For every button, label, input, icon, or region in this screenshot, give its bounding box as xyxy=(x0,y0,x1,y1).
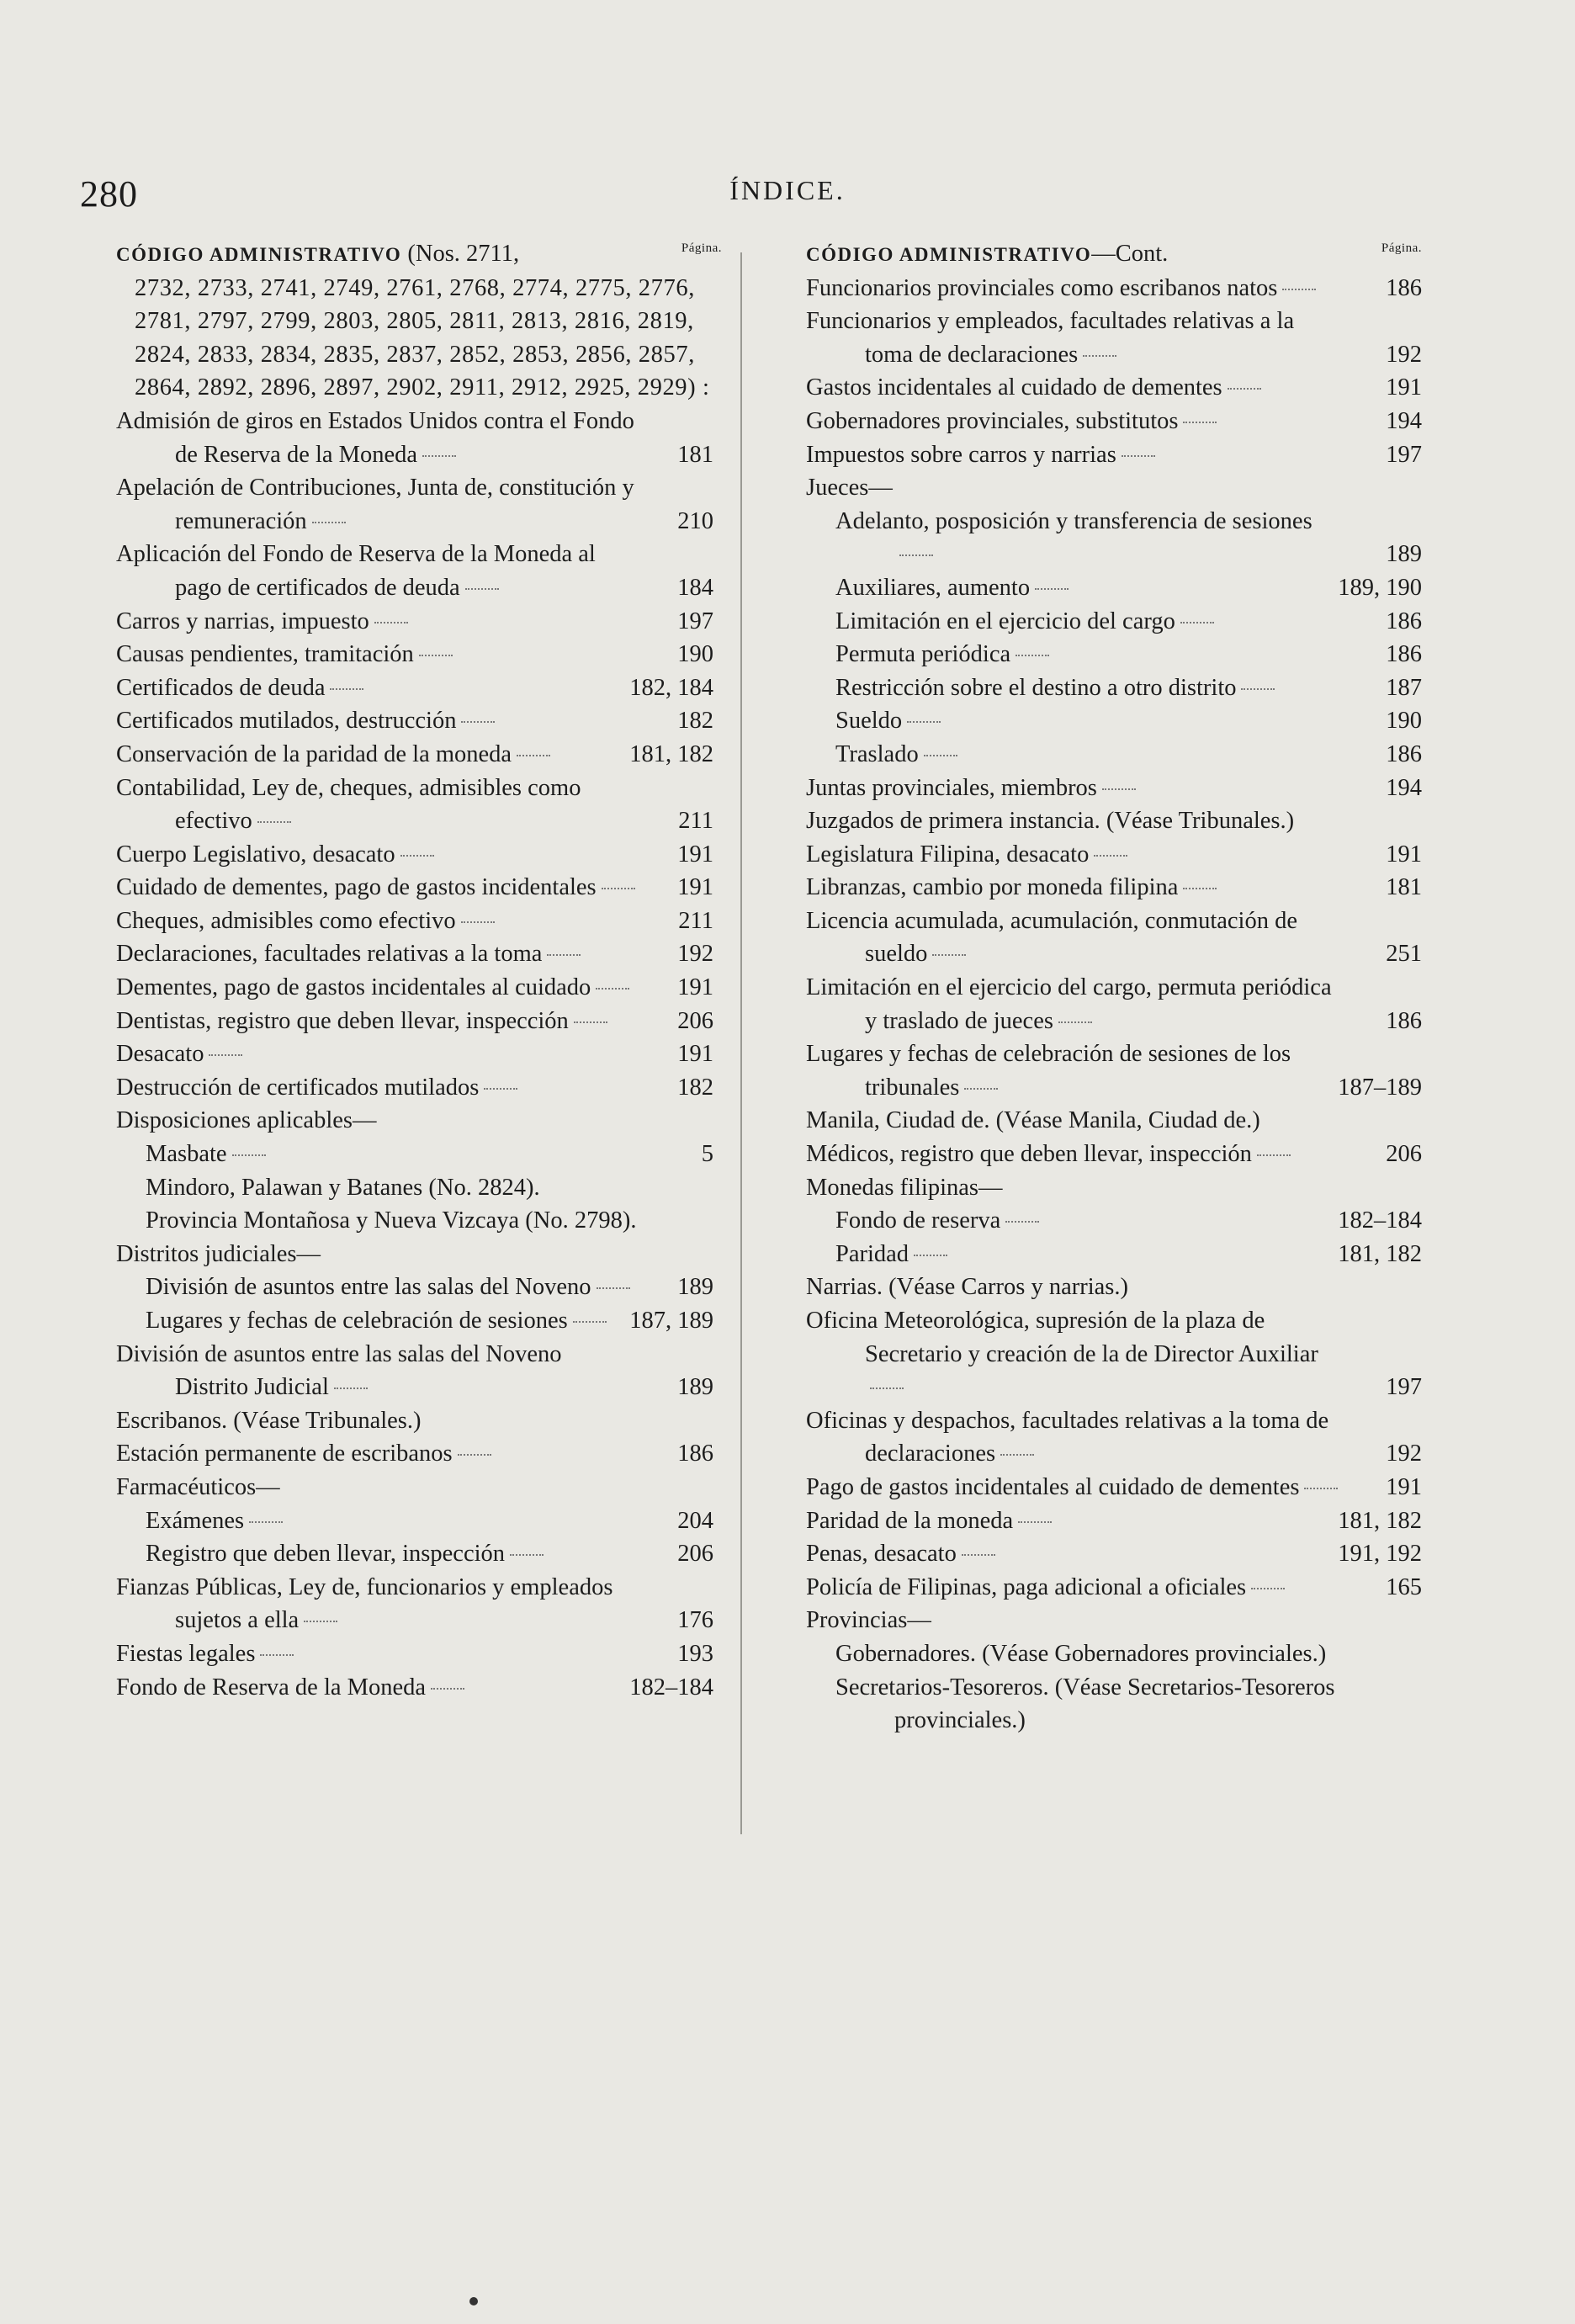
entry-text: Fianzas Públicas, Ley de, funcionarios y empleados sujetos a ella xyxy=(116,1573,613,1634)
leader-dots xyxy=(899,554,933,556)
right-column xyxy=(806,237,1422,1738)
entry-text: Monedas filipinas— xyxy=(806,1174,1003,1201)
leader-dots xyxy=(1183,422,1217,423)
index-entry xyxy=(116,1537,713,1571)
entry-pages: 206 xyxy=(1382,1138,1422,1171)
leader-dots xyxy=(1241,688,1275,690)
entry-pages: 191 xyxy=(674,871,713,905)
right-page-label: Página. xyxy=(1381,241,1422,255)
leader-dots xyxy=(870,1388,904,1389)
index-entry xyxy=(806,605,1422,639)
index-entry xyxy=(116,871,713,905)
entry-text: Cuerpo Legislativo, desacato xyxy=(116,841,395,868)
index-entry xyxy=(806,1238,1422,1271)
leader-dots xyxy=(304,1621,337,1622)
index-entry xyxy=(116,1238,713,1271)
index-entry xyxy=(806,505,1422,571)
entry-text: Farmacéuticos— xyxy=(116,1473,280,1500)
index-entry xyxy=(806,405,1422,438)
index-entry xyxy=(806,471,1422,505)
entry-text: Lugares y fechas de celebración de sesiones de los tribunales xyxy=(806,1041,1291,1101)
statute-numbers: 2732, 2733, 2741, 2749, 2761, 2768, 2774, 2775, 2776, 2781, 2797, 2799, 2803, 2805, 2811, 2813, 2816, 2819, 2824, 2833, 2834, 2835, 2837, 2852, 2853, 2856, 2857, 2864, 2892, 2896, 2897, 2902, 2911, 2912, 2925, 2929) : xyxy=(135,274,710,401)
left-column xyxy=(116,237,722,1704)
index-entry xyxy=(806,971,1422,1037)
leader-dots xyxy=(249,1521,283,1523)
entry-pages: 192 xyxy=(1382,1437,1422,1471)
entry-text: Legislatura Filipina, desacato xyxy=(806,841,1090,868)
entry-text: División de asuntos entre las salas del Noveno xyxy=(146,1274,591,1301)
entry-pages: 197 xyxy=(674,605,713,639)
entry-text: Aplicación del Fondo de Reserva de la Moneda al pago de certificados de deuda xyxy=(116,541,596,601)
entry-pages: 194 xyxy=(1382,405,1422,438)
leader-dots xyxy=(458,1454,491,1456)
leader-dots xyxy=(1018,1521,1052,1523)
entry-pages: 187–189 xyxy=(1334,1071,1422,1105)
entry-pages: 181 xyxy=(674,438,713,472)
entry-text: Escribanos. (Véase Tribunales.) xyxy=(116,1407,422,1434)
leader-dots xyxy=(209,1054,242,1056)
index-entry xyxy=(806,871,1422,905)
entry-pages: 191, 192 xyxy=(1334,1537,1422,1571)
entry-text: Impuestos sobre carros y narrias xyxy=(806,441,1116,468)
index-entry xyxy=(806,1404,1422,1471)
entry-text: Certificados de deuda xyxy=(116,674,326,701)
leader-dots xyxy=(1282,289,1316,290)
left-page-label: Página. xyxy=(681,241,722,255)
leader-dots xyxy=(374,622,408,623)
index-entry xyxy=(116,971,713,1005)
leader-dots xyxy=(510,1554,544,1556)
entry-pages: 184 xyxy=(674,571,713,605)
entry-text: Pago de gastos incidentales al cuidado de dementes xyxy=(806,1473,1300,1500)
index-entry xyxy=(806,1604,1422,1637)
right-heading-suffix: —Cont. xyxy=(1091,241,1169,267)
entry-text: Destrucción de certificados mutilados xyxy=(116,1074,480,1101)
entry-pages: 211 xyxy=(675,905,713,938)
index-entry xyxy=(116,471,713,538)
leader-dots xyxy=(907,721,941,723)
entry-pages: 193 xyxy=(674,1637,713,1671)
entry-pages: 191 xyxy=(674,971,713,1005)
leader-dots xyxy=(914,1255,947,1256)
leader-dots xyxy=(431,1688,464,1690)
index-entry xyxy=(116,1204,713,1238)
entry-text: Causas pendientes, tramitación xyxy=(116,641,414,668)
entry-pages: 206 xyxy=(674,1537,713,1571)
entry-pages: 189 xyxy=(674,1271,713,1304)
index-entry xyxy=(806,1304,1422,1404)
entry-text: Gastos incidentales al cuidado de dementes xyxy=(806,374,1222,401)
index-entry xyxy=(116,405,713,471)
entry-text: Funcionarios y empleados, facultades relativas a la toma de declaraciones xyxy=(806,308,1295,368)
index-entry xyxy=(806,1037,1422,1104)
leader-dots xyxy=(334,1388,368,1389)
entry-text: Apelación de Contribuciones, Junta de, constitución y remuneración xyxy=(116,475,634,534)
leader-dots xyxy=(1228,388,1261,390)
index-entry xyxy=(806,571,1422,605)
leader-dots xyxy=(400,855,434,857)
entry-pages: 206 xyxy=(674,1005,713,1038)
leader-dots xyxy=(964,1088,998,1090)
entry-text: Sueldo xyxy=(835,708,903,735)
leader-dots xyxy=(1257,1154,1291,1156)
index-entry xyxy=(806,1504,1422,1538)
entry-pages: 251 xyxy=(1382,937,1422,971)
leader-dots xyxy=(312,522,346,523)
leader-dots xyxy=(1058,1021,1092,1023)
index-entry xyxy=(806,1537,1422,1571)
entry-pages: 191 xyxy=(1382,838,1422,872)
index-entry xyxy=(116,638,713,671)
right-heading-title: CÓDIGO ADMINISTRATIVO xyxy=(806,244,1092,265)
index-entry xyxy=(806,1571,1422,1605)
entry-text: Fondo de reserva xyxy=(835,1207,1001,1234)
index-entry xyxy=(806,671,1422,705)
entry-text: Carros y narrias, impuesto xyxy=(116,608,369,634)
entry-text: Lugares y fechas de celebración de sesiones xyxy=(146,1308,568,1334)
entry-pages: 182 xyxy=(674,704,713,738)
page-number: 280 xyxy=(80,173,138,215)
entry-pages: 186 xyxy=(1382,272,1422,305)
entry-pages: 186 xyxy=(1382,738,1422,772)
entry-text: Paridad xyxy=(835,1240,909,1267)
entry-text: Certificados mutilados, destrucción xyxy=(116,708,457,735)
entry-text: Traslado xyxy=(835,740,919,767)
index-entry xyxy=(806,1104,1422,1138)
left-entries-list xyxy=(116,405,713,1704)
leader-dots xyxy=(602,888,635,889)
index-entry xyxy=(806,638,1422,671)
entry-pages: 204 xyxy=(674,1504,713,1538)
index-entry xyxy=(116,1637,713,1671)
entry-text: Licencia acumulada, acumulación, conmutación de sueldo xyxy=(806,907,1297,968)
entry-pages: 181, 182 xyxy=(1334,1238,1422,1271)
leader-dots xyxy=(1094,855,1127,857)
entry-text: Fiestas legales xyxy=(116,1640,256,1667)
leader-dots xyxy=(597,1287,630,1289)
entry-pages: 181, 182 xyxy=(626,738,713,772)
index-entry xyxy=(806,1138,1422,1171)
entry-pages: 210 xyxy=(674,505,713,539)
entry-pages: 197 xyxy=(1382,438,1422,472)
entry-pages: 186 xyxy=(1382,605,1422,639)
entry-pages: 186 xyxy=(1382,1005,1422,1038)
entry-text: Conservación de la paridad de la moneda xyxy=(116,740,512,767)
entry-text: Funcionarios provinciales como escribanos natos xyxy=(806,274,1278,301)
index-entry xyxy=(806,371,1422,405)
leader-dots xyxy=(1102,788,1136,790)
index-entry xyxy=(806,1637,1422,1671)
leader-dots xyxy=(1304,1488,1338,1489)
leader-dots xyxy=(1035,588,1069,590)
entry-pages: 181 xyxy=(1382,871,1422,905)
entry-pages: 165 xyxy=(1382,1571,1422,1605)
index-entry xyxy=(116,1504,713,1538)
entry-text: Mindoro, Palawan y Batanes (No. 2824). xyxy=(146,1174,540,1201)
entry-text: Policía de Filipinas, paga adicional a oficiales xyxy=(806,1573,1247,1600)
column-divider xyxy=(740,252,742,1834)
entry-pages: 187, 189 xyxy=(626,1304,713,1338)
entry-pages: 211 xyxy=(675,804,713,838)
entry-text: Libranzas, cambio por moneda filipina xyxy=(806,874,1179,901)
index-entry xyxy=(806,1171,1422,1205)
index-entry xyxy=(806,738,1422,772)
leader-dots xyxy=(573,1321,607,1323)
index-entry xyxy=(806,1271,1422,1304)
leader-dots xyxy=(461,721,495,723)
leader-dots xyxy=(1183,888,1217,889)
entry-pages: 191 xyxy=(1382,371,1422,405)
entry-text: Distritos judiciales— xyxy=(116,1240,321,1267)
entry-text: Narrias. (Véase Carros y narrias.) xyxy=(806,1274,1128,1301)
running-title: ÍNDICE. xyxy=(729,175,846,205)
index-entry xyxy=(116,1338,713,1404)
entry-text: Cuidado de dementes, pago de gastos incidentales xyxy=(116,874,597,901)
leader-dots xyxy=(422,455,456,457)
leader-dots xyxy=(461,921,495,923)
index-entry xyxy=(116,1037,713,1071)
entry-pages: 189, 190 xyxy=(1334,571,1422,605)
entry-pages: 182–184 xyxy=(1334,1204,1422,1238)
leader-dots xyxy=(1083,355,1116,357)
entry-text: Declaraciones, facultades relativas a la toma xyxy=(116,941,543,968)
ink-dot-mark xyxy=(469,2297,478,2305)
entry-pages: 194 xyxy=(1382,772,1422,805)
leader-dots xyxy=(596,988,629,990)
left-column-heading xyxy=(116,237,722,272)
index-entry xyxy=(806,1671,1422,1738)
entry-text: Provincias— xyxy=(806,1607,931,1634)
entry-text: Juntas provinciales, miembros xyxy=(806,774,1097,801)
index-entry xyxy=(806,838,1422,872)
entry-text: Juzgados de primera instancia. (Véase Tribunales.) xyxy=(806,808,1295,835)
entry-text: Cheques, admisibles como efectivo xyxy=(116,907,456,934)
leader-dots xyxy=(419,655,453,656)
index-entry xyxy=(116,1471,713,1504)
index-entry xyxy=(116,1104,713,1138)
index-entry xyxy=(116,1437,713,1471)
entry-text: Jueces— xyxy=(806,475,893,501)
entry-pages: 191 xyxy=(674,838,713,872)
entry-text: Adelanto, posposición y transferencia de sesiones xyxy=(835,507,1312,534)
entry-pages: 197 xyxy=(1382,1371,1422,1404)
left-heading-suffix: (Nos. 2711, xyxy=(401,241,520,267)
entry-pages: 189 xyxy=(674,1371,713,1404)
index-entry xyxy=(116,1271,713,1304)
entry-text: Auxiliares, aumento xyxy=(835,574,1031,601)
leader-dots xyxy=(574,1021,607,1023)
entry-pages: 186 xyxy=(674,1437,713,1471)
entry-text: Limitación en el ejercicio del cargo, permuta periódica y traslado de jueces xyxy=(806,974,1332,1034)
entry-text: Gobernadores. (Véase Gobernadores provinciales.) xyxy=(835,1640,1327,1667)
index-entry xyxy=(116,905,713,938)
entry-pages: 190 xyxy=(1382,704,1422,738)
index-entry xyxy=(116,1138,713,1171)
entry-text: Dentistas, registro que deben llevar, inspección xyxy=(116,1007,569,1034)
leader-dots xyxy=(1251,1588,1285,1589)
entry-pages: 192 xyxy=(1382,338,1422,372)
entry-text: Registro que deben llevar, inspección xyxy=(146,1541,506,1568)
leader-dots xyxy=(962,1554,995,1556)
entry-text: Masbate xyxy=(146,1141,227,1168)
index-entry xyxy=(806,772,1422,805)
leader-dots xyxy=(1122,455,1155,457)
index-entry xyxy=(806,804,1422,838)
index-entry xyxy=(806,305,1422,371)
index-entry xyxy=(116,738,713,772)
index-entry xyxy=(806,704,1422,738)
entry-pages: 191 xyxy=(674,1037,713,1071)
entry-text: Gobernadores provinciales, substitutos xyxy=(806,407,1179,434)
entry-pages: 190 xyxy=(674,638,713,671)
entry-pages: 186 xyxy=(1382,638,1422,671)
leader-dots xyxy=(547,954,581,956)
leader-dots xyxy=(257,821,291,823)
leader-dots xyxy=(484,1088,517,1090)
entry-text: Manila, Ciudad de. (Véase Manila, Ciudad de.) xyxy=(806,1107,1260,1134)
entry-text: Fondo de Reserva de la Moneda xyxy=(116,1674,427,1701)
entry-text: Permuta periódica xyxy=(835,641,1011,668)
index-entry xyxy=(116,671,713,705)
entry-pages: 176 xyxy=(674,1604,713,1637)
entry-text: Desacato xyxy=(116,1041,204,1068)
index-entry xyxy=(116,704,713,738)
entry-text: Penas, desacato xyxy=(806,1541,957,1568)
right-column-heading xyxy=(806,237,1422,272)
right-entries-list xyxy=(806,272,1422,1738)
index-entry xyxy=(116,1171,713,1205)
entry-pages: 181, 182 xyxy=(1334,1504,1422,1538)
entry-pages: 5 xyxy=(698,1138,713,1171)
entry-text: División de asuntos entre las salas del Noveno Distrito Judicial xyxy=(116,1340,562,1401)
entry-text: Secretarios-Tesoreros. (Véase Secretarios-Tesoreros provinciales.) xyxy=(835,1674,1335,1734)
left-heading-title: CÓDIGO ADMINISTRATIVO xyxy=(116,244,402,265)
entry-pages: 189 xyxy=(1382,538,1422,571)
leader-dots xyxy=(330,688,363,690)
entry-pages: 182, 184 xyxy=(626,671,713,705)
leader-dots xyxy=(232,1154,266,1156)
index-entry xyxy=(116,1571,713,1637)
entry-text: Oficina Meteorológica, supresión de la plaza de Secretario y creación de la de Director Auxiliar xyxy=(806,1308,1318,1367)
entry-text: Limitación en el ejercicio del cargo xyxy=(835,608,1175,634)
leader-dots xyxy=(924,755,957,756)
leader-dots xyxy=(1016,655,1049,656)
index-entry xyxy=(806,1204,1422,1238)
index-entry xyxy=(116,1671,713,1705)
leader-dots xyxy=(260,1654,294,1656)
leader-dots xyxy=(1180,622,1214,623)
entry-pages: 187 xyxy=(1382,671,1422,705)
entry-pages: 191 xyxy=(1382,1471,1422,1504)
index-entry xyxy=(116,937,713,971)
index-entry xyxy=(116,838,713,872)
entry-text: Restricción sobre el destino a otro distrito xyxy=(835,674,1237,701)
entry-pages: 182–184 xyxy=(626,1671,713,1705)
index-entry xyxy=(806,438,1422,472)
entry-text: Disposiciones aplicables— xyxy=(116,1107,377,1134)
index-entry xyxy=(806,272,1422,305)
index-entry xyxy=(116,538,713,604)
entry-text: Admisión de giros en Estados Unidos contra el Fondo de Reserva de la Moneda xyxy=(116,407,634,468)
index-entry xyxy=(116,772,713,838)
index-entry xyxy=(116,1071,713,1105)
leader-dots xyxy=(932,954,966,956)
index-entry xyxy=(806,905,1422,971)
entry-text: Oficinas y despachos, facultades relativas a la toma de declaraciones xyxy=(806,1407,1329,1467)
entry-text: Exámenes xyxy=(146,1507,245,1534)
entry-text: Estación permanente de escribanos xyxy=(116,1441,453,1467)
entry-text: Dementes, pago de gastos incidentales al cuidado xyxy=(116,974,591,1001)
entry-text: Paridad de la moneda xyxy=(806,1507,1014,1534)
entry-text: Contabilidad, Ley de, cheques, admisibles como efectivo xyxy=(116,774,581,835)
entry-pages: 192 xyxy=(674,937,713,971)
entry-text: Provincia Montañosa y Nueva Vizcaya (No. 2798). xyxy=(146,1207,637,1234)
leader-dots xyxy=(465,588,499,590)
index-entry xyxy=(116,1404,713,1438)
entry-pages: 182 xyxy=(674,1071,713,1105)
index-entry xyxy=(116,1304,713,1338)
entry-text: Médicos, registro que deben llevar, inspección xyxy=(806,1141,1252,1168)
leader-dots xyxy=(517,755,550,756)
index-entry xyxy=(806,1471,1422,1504)
index-entry xyxy=(116,605,713,639)
leader-dots xyxy=(1000,1454,1034,1456)
index-entry xyxy=(116,1005,713,1038)
leader-dots xyxy=(1005,1221,1039,1223)
